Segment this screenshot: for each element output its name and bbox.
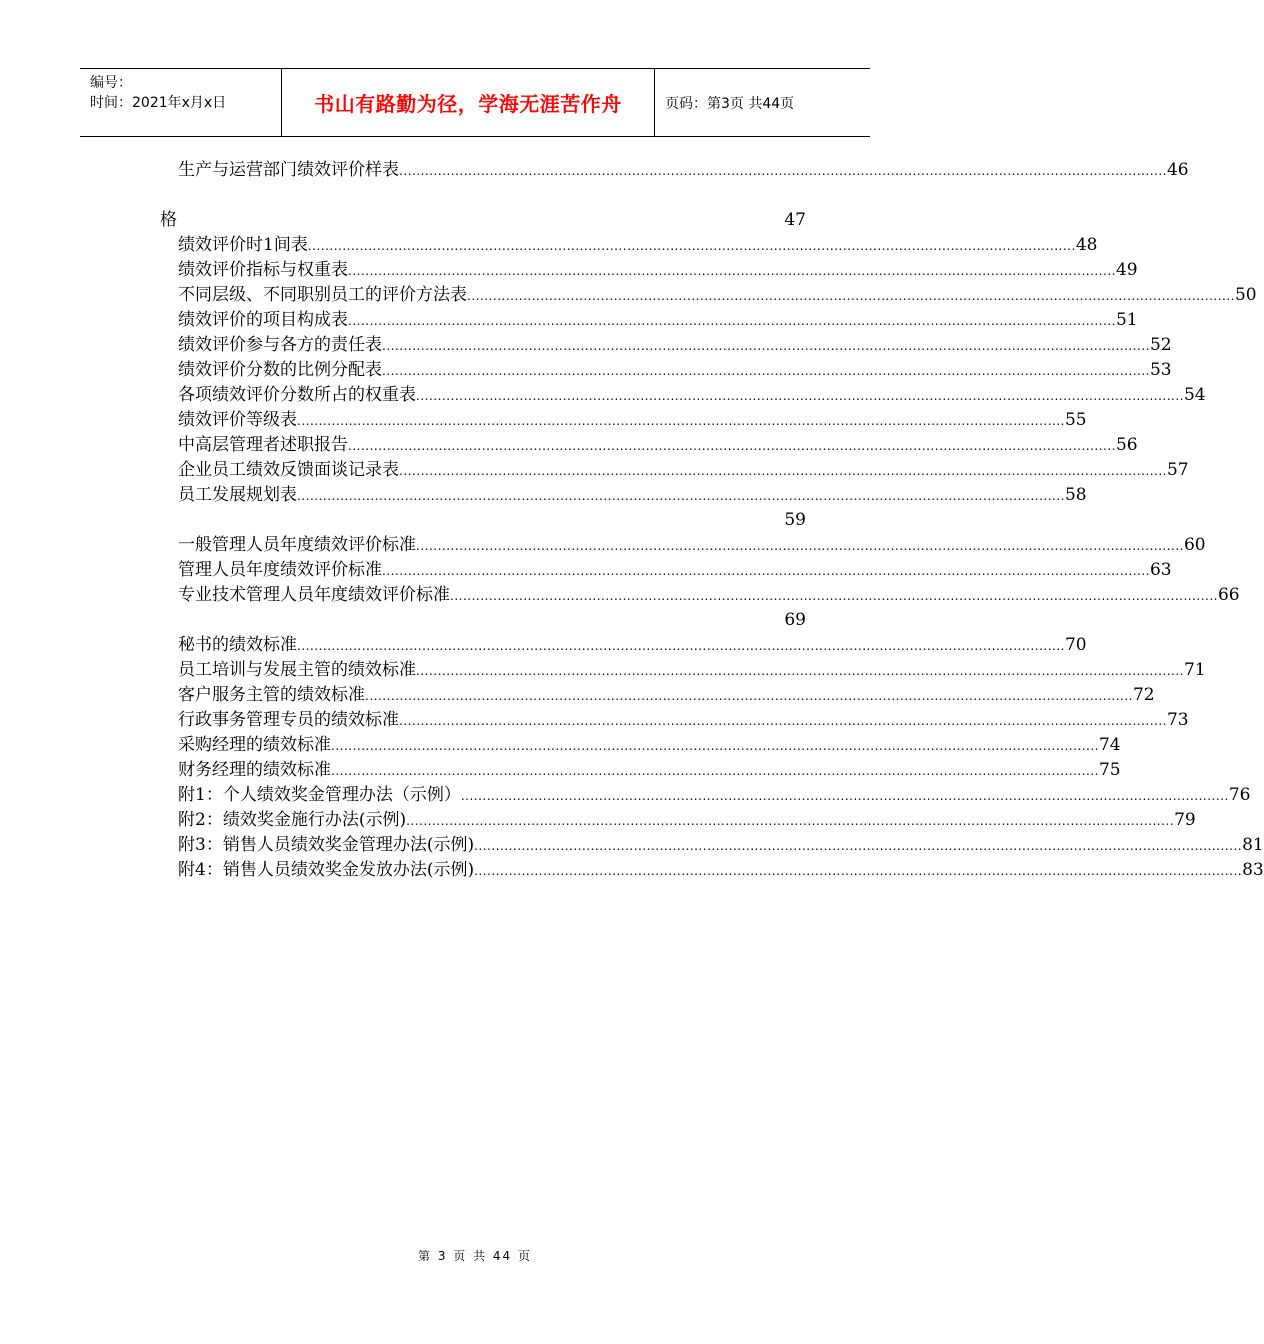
toc-entry[interactable] (160, 233, 1098, 258)
toc-entry[interactable] (160, 283, 1257, 308)
table-of-contents (160, 158, 1264, 883)
toc-entry[interactable] (160, 408, 1087, 433)
toc-entry[interactable] (160, 308, 1138, 333)
toc-entry[interactable] (160, 533, 1206, 558)
toc-entry-title: 附2：绩效奖金施行办法(示例) (178, 810, 407, 830)
toc-entry-page: 53 (1149, 360, 1172, 380)
toc-entry[interactable] (160, 858, 1264, 883)
toc-dot-leader: .................................................................................................................................................................................. (297, 414, 1065, 428)
toc-dot-leader: .................................................................................................................................................................................. (297, 639, 1065, 653)
toc-dot-leader: .................................................................................................................................................................................. (382, 564, 1150, 578)
toc-entry-title: 绩效评价指标与权重表 (178, 260, 348, 280)
toc-dot-leader: .................................................................................................................................................................................. (348, 439, 1116, 453)
toc-entry-page: 66 (1217, 585, 1240, 605)
toc-entry-page: 52 (1149, 335, 1172, 355)
toc-entry[interactable] (160, 783, 1251, 808)
toc-entry-page: 79 (1174, 810, 1196, 830)
toc-entry[interactable] (160, 558, 1172, 583)
toc-dot-leader: .................................................................................................................................................................................. (331, 739, 1099, 753)
toc-entry[interactable] (160, 633, 1087, 658)
toc-entry-page: 72 (1132, 685, 1155, 705)
toc-dot-leader: .................................................................................................................................................................................. (348, 314, 1116, 328)
toc-heading-title: 格 (160, 210, 177, 230)
toc-entry-title: 秘书的绩效标准 (178, 635, 297, 655)
toc-entry-title: 绩效评价分数的比例分配表 (178, 360, 382, 380)
document-date: 时间：2021年x月x日 (90, 95, 227, 111)
toc-entry-title: 附4：销售人员绩效奖金发放办法(示例) (178, 860, 475, 880)
page-footer: 第 3 页 共 44 页 (418, 1249, 532, 1263)
toc-dot-leader: .................................................................................................................................................................................. (474, 864, 1243, 878)
toc-entry[interactable] (160, 758, 1121, 783)
toc-entry[interactable] (160, 358, 1172, 383)
toc-entry-title: 企业员工绩效反馈面谈记录表 (178, 460, 399, 480)
toc-entry-title: 绩效评价时1间表 (178, 235, 308, 255)
toc-entry-page: 73 (1166, 710, 1189, 730)
toc-entry[interactable] (160, 833, 1264, 858)
toc-entry[interactable] (160, 483, 1087, 508)
toc-entry-title: 行政事务管理专员的绩效标准 (178, 710, 399, 730)
toc-dot-leader: .................................................................................................................................................................................. (450, 589, 1218, 603)
toc-dot-leader: .................................................................................................................................................................................. (416, 539, 1184, 553)
toc-entry[interactable] (160, 733, 1121, 758)
toc-entry[interactable] (160, 708, 1189, 733)
toc-dot-leader: .................................................................................................................................................................................. (416, 664, 1184, 678)
toc-group-1 (160, 233, 1257, 508)
toc-group-3 (160, 633, 1264, 883)
toc-entry-page: 81 (1242, 835, 1264, 855)
page-header (80, 68, 870, 137)
toc-entry-title: 绩效评价等级表 (178, 410, 297, 430)
toc-page-number: 59 (784, 510, 806, 530)
toc-section-heading[interactable] (160, 208, 806, 233)
toc-entry-page: 60 (1183, 535, 1206, 555)
toc-entry-page: 83 (1242, 860, 1264, 880)
toc-entry-page: 71 (1183, 660, 1206, 680)
toc-page-number: 69 (784, 610, 806, 630)
toc-entry-page: 56 (1115, 435, 1138, 455)
toc-entry-title: 财务经理的绩效标准 (178, 760, 331, 780)
toc-entry[interactable] (160, 258, 1138, 283)
toc-entry-page: 50 (1234, 285, 1257, 305)
toc-entry-title: 专业技术管理人员年度绩效评价标准 (178, 585, 450, 605)
toc-dot-leader: .................................................................................................................................................................................. (467, 289, 1235, 303)
toc-entry[interactable] (160, 683, 1155, 708)
toc-dot-leader: .................................................................................................................................................................................. (365, 689, 1133, 703)
toc-dot-leader: .................................................................................................................................................................................. (382, 364, 1150, 378)
toc-entry-title: 员工发展规划表 (178, 485, 297, 505)
toc-entry-page: 48 (1075, 235, 1098, 255)
toc-entry-page: 54 (1183, 385, 1206, 405)
toc-entry-title: 一般管理人员年度绩效评价标准 (178, 535, 416, 555)
toc-dot-leader: .................................................................................................................................................................................. (348, 264, 1116, 278)
toc-group-2 (160, 533, 1240, 608)
toc-dot-leader: .................................................................................................................................................................................. (460, 789, 1229, 803)
toc-entry-title: 绩效评价参与各方的责任表 (178, 335, 382, 355)
toc-entry[interactable] (160, 383, 1206, 408)
toc-entry-title: 绩效评价的项目构成表 (178, 310, 348, 330)
toc-entry-title: 员工培训与发展主管的绩效标准 (178, 660, 416, 680)
toc-dot-leader: .................................................................................................................................................................................. (331, 764, 1099, 778)
toc-entry-page: 55 (1064, 410, 1087, 430)
toc-page-only (160, 508, 806, 533)
toc-entry-title: 不同层级、不同职别员工的评价方法表 (178, 285, 467, 305)
toc-dot-leader: .................................................................................................................................................................................. (399, 464, 1167, 478)
header-motto: 书山有路勤为径，学海无涯苦作舟 (282, 69, 655, 136)
document-number-label: 编号： (90, 75, 132, 91)
toc-page-only (160, 608, 806, 633)
toc-entry-title: 生产与运营部门绩效评价样表 (178, 160, 399, 180)
header-meta (80, 69, 282, 136)
toc-entry-title: 各项绩效评价分数所占的权重表 (178, 385, 416, 405)
toc-entry-title: 管理人员年度绩效评价标准 (178, 560, 382, 580)
toc-entry-page: 57 (1166, 460, 1189, 480)
toc-entry[interactable] (160, 808, 1196, 833)
toc-entry-page: 75 (1098, 760, 1121, 780)
toc-entry-title: 采购经理的绩效标准 (178, 735, 331, 755)
toc-dot-leader: .................................................................................................................................................................................. (399, 164, 1167, 178)
toc-entry-title: 中高层管理者述职报告 (178, 435, 348, 455)
toc-entry-page: 76 (1228, 785, 1251, 805)
toc-entry[interactable] (160, 433, 1138, 458)
toc-entry[interactable] (160, 333, 1172, 358)
toc-entry-page: 58 (1064, 485, 1087, 505)
toc-entry-page: 51 (1115, 310, 1138, 330)
toc-entry-title: 客户服务主管的绩效标准 (178, 685, 365, 705)
toc-dot-leader: .................................................................................................................................................................................. (307, 239, 1076, 253)
toc-entry[interactable] (160, 658, 1206, 683)
toc-heading-page: 47 (784, 210, 806, 230)
toc-entry-page: 74 (1098, 735, 1121, 755)
toc-dot-leader: .................................................................................................................................................................................. (382, 339, 1150, 353)
toc-dot-leader: .................................................................................................................................................................................. (474, 839, 1243, 853)
toc-entry-page: 49 (1115, 260, 1138, 280)
toc-entry-page: 63 (1149, 560, 1172, 580)
toc-entry-page: 46 (1166, 160, 1189, 180)
toc-dot-leader: .................................................................................................................................................................................. (399, 714, 1167, 728)
toc-dot-leader: .................................................................................................................................................................................. (297, 489, 1065, 503)
toc-entry[interactable] (160, 158, 1189, 183)
toc-entry[interactable] (160, 583, 1240, 608)
toc-entry-title: 附3：销售人员绩效奖金管理办法(示例) (178, 835, 475, 855)
toc-entry-title: 附1：个人绩效奖金管理办法（示例） (178, 785, 461, 805)
toc-dot-leader: .................................................................................................................................................................................. (416, 389, 1184, 403)
toc-entry[interactable] (160, 458, 1189, 483)
toc-dot-leader: .................................................................................................................................................................................. (406, 814, 1175, 828)
toc-entry-page: 70 (1064, 635, 1087, 655)
header-page-info: 页码：第3页 共44页 (665, 95, 795, 112)
